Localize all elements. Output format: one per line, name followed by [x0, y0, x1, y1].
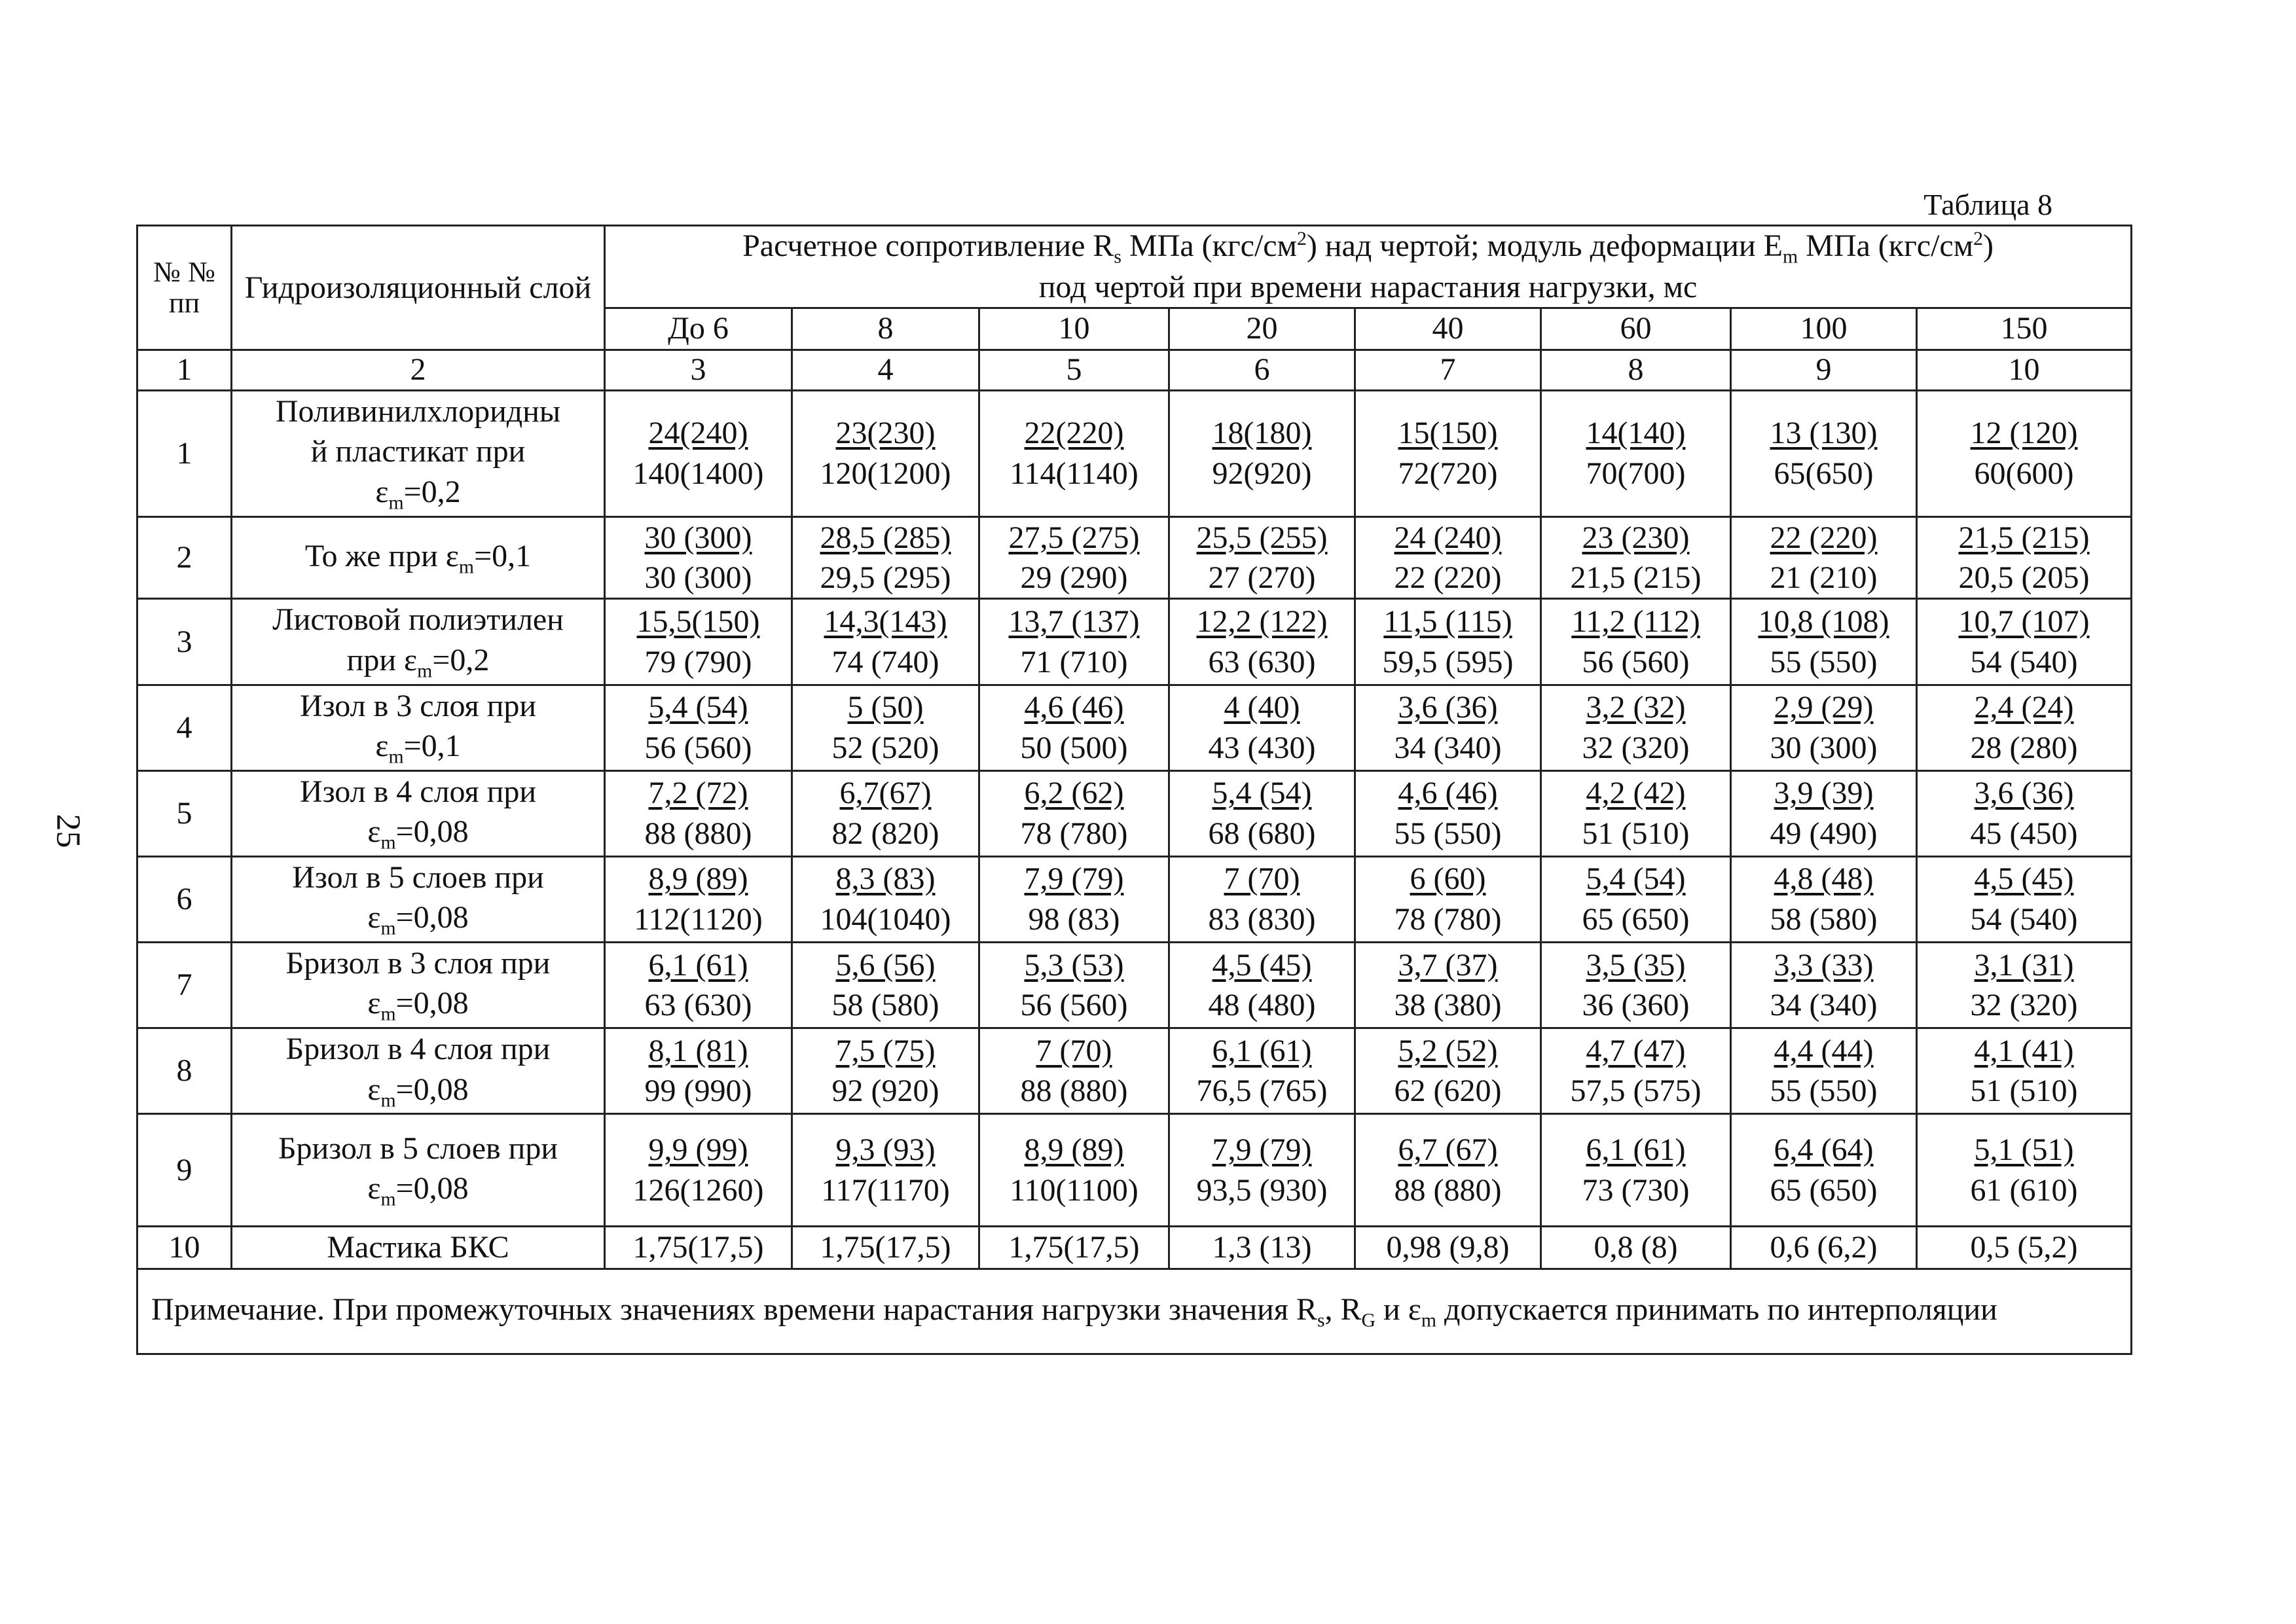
value-cell [1731, 856, 1917, 942]
resistance-value: 13 (130) [1770, 416, 1878, 451]
value-cell [1355, 391, 1541, 517]
modulus-value: 55 (550) [1394, 816, 1502, 851]
value-cell [792, 391, 979, 517]
resistance-value: 14,3(143) [824, 604, 947, 640]
modulus-value: 34 (340) [1394, 730, 1502, 765]
resistance-value: 10,7 (107) [1958, 604, 2090, 640]
resistance-value: 7,9 (79) [1024, 861, 1124, 897]
value-cell [1731, 599, 1917, 685]
modulus-value: 52 (520) [831, 730, 939, 765]
value-cell [979, 599, 1169, 685]
resistance-value: 9,9 (99) [648, 1132, 748, 1168]
resistance-value: 3,1 (31) [1974, 947, 2074, 983]
row-number: 9 [137, 1114, 232, 1227]
resistance-value: 9,3 (93) [835, 1132, 936, 1168]
table-row [137, 391, 2132, 517]
resistance-value: 5,4 (54) [1586, 861, 1686, 897]
resistance-value: 5,6 (56) [835, 947, 936, 983]
resistance-value: 23 (230) [1582, 520, 1690, 555]
modulus-value: 58 (580) [831, 988, 939, 1022]
row-number: 5 [137, 770, 232, 856]
value-cell [1355, 685, 1541, 770]
resistance-value: 11,2 (112) [1571, 604, 1700, 640]
modulus-value: 72(720) [1398, 456, 1498, 491]
value-cell [1917, 1114, 2132, 1227]
resistance-value: 22 (220) [1770, 520, 1878, 555]
resistance-value: 5,3 (53) [1024, 947, 1124, 983]
resistance-value: 23(230) [835, 416, 936, 451]
resistance-value: 7,9 (79) [1212, 1132, 1312, 1168]
modulus-value: 117(1170) [821, 1172, 950, 1208]
value-cell [1169, 856, 1355, 942]
modulus-value: 55 (550) [1770, 644, 1878, 679]
data-table [136, 225, 2132, 1355]
resistance-value: 25,5 (255) [1196, 520, 1328, 555]
modulus-value: 49 (490) [1770, 816, 1878, 851]
value-cell [1541, 1028, 1731, 1114]
single-value: 0,98 (9,8) [1386, 1230, 1510, 1265]
resistance-value: 4,6 (46) [1024, 690, 1124, 725]
modulus-value: 98 (83) [1028, 901, 1120, 937]
modulus-value: 76,5 (765) [1196, 1074, 1328, 1109]
resistance-value: 4,5 (45) [1212, 947, 1312, 983]
value-cell [1169, 516, 1355, 599]
value-cell [605, 685, 792, 770]
resistance-value: 5,1 (51) [1974, 1132, 2074, 1168]
resistance-value: 6,7 (67) [1398, 1132, 1498, 1168]
header-time-column: 20 [1169, 308, 1355, 350]
modulus-value: 48 (480) [1208, 988, 1316, 1022]
resistance-value: 21,5 (215) [1958, 520, 2090, 555]
column-number: 8 [1541, 350, 1731, 391]
resistance-value: 22(220) [1024, 416, 1124, 451]
value-cell [792, 685, 979, 770]
column-number: 5 [979, 350, 1169, 391]
value-cell [1917, 856, 2132, 942]
value-cell [1541, 1114, 1731, 1227]
resistance-value: 6,1 (61) [1586, 1132, 1686, 1168]
single-value: 1,75(17,5) [1008, 1230, 1140, 1265]
modulus-value: 32 (320) [1970, 988, 2078, 1022]
modulus-value: 140(1400) [632, 456, 764, 491]
resistance-value: 8,9 (89) [648, 861, 748, 897]
header-group-title: Расчетное сопротивление $R_s$ МПа $(кгс/см^2)$ над чертой; модуль деформации $E_m$ МПа $(кгс/см^2)$ под чертой при времени нарастания нагрузки, мс [605, 226, 2132, 308]
single-value: 0,5 (5,2) [1970, 1230, 2078, 1265]
modulus-value: 74 (740) [831, 644, 939, 679]
resistance-value: 11,5 (115) [1383, 604, 1512, 640]
row-number: 4 [137, 685, 232, 770]
table-row [137, 1028, 2132, 1114]
layer-name: Бризол в 4 слоя при $\varepsilon_m=0,08$ [232, 1028, 605, 1114]
table-row [137, 1114, 2132, 1227]
value-cell [1917, 1227, 2132, 1269]
resistance-value: 5 (50) [847, 690, 924, 725]
resistance-value: 4,5 (45) [1974, 861, 2074, 897]
modulus-value: 50 (500) [1020, 730, 1128, 765]
table-row [137, 516, 2132, 599]
resistance-value: 14(140) [1586, 416, 1686, 451]
modulus-value: 34 (340) [1770, 988, 1878, 1022]
modulus-value: 68 (680) [1208, 816, 1316, 851]
value-cell [979, 770, 1169, 856]
modulus-value: 65 (650) [1770, 1172, 1878, 1208]
value-cell [1731, 942, 1917, 1028]
table-row [137, 599, 2132, 685]
resistance-value: 2,9 (29) [1774, 690, 1874, 725]
layer-name: Изол в 5 слоев при $\varepsilon_m=0,08$ [232, 856, 605, 942]
column-number: 9 [1731, 350, 1917, 391]
resistance-value: 6,2 (62) [1024, 776, 1124, 811]
table-row [137, 856, 2132, 942]
column-number: 7 [1355, 350, 1541, 391]
modulus-value: 21,5 (215) [1570, 560, 1702, 595]
header-time-column: 100 [1731, 308, 1917, 350]
value-cell [792, 1114, 979, 1227]
column-number: 1 [137, 350, 232, 391]
value-cell [792, 942, 979, 1028]
modulus-value: 99 (990) [644, 1074, 752, 1109]
value-cell [1731, 685, 1917, 770]
modulus-value: 56 (560) [644, 730, 752, 765]
column-number: 2 [232, 350, 605, 391]
modulus-value: 78 (780) [1020, 816, 1128, 851]
value-cell [1731, 1114, 1917, 1227]
resistance-value: 10,8 (108) [1758, 604, 1889, 640]
header-time-column: 8 [792, 308, 979, 350]
modulus-value: 73 (730) [1582, 1172, 1690, 1208]
value-cell [792, 599, 979, 685]
modulus-value: 51 (510) [1970, 1074, 2078, 1109]
value-cell [605, 1028, 792, 1114]
value-cell [1355, 599, 1541, 685]
value-cell [792, 856, 979, 942]
page-number: 25 [49, 814, 87, 848]
value-cell [605, 770, 792, 856]
header-num: № № пп [137, 226, 232, 350]
table-row [137, 1227, 2132, 1269]
resistance-value: 6 (60) [1410, 861, 1486, 897]
table-caption: Таблица 8 [1923, 188, 2052, 221]
resistance-value: 5,4 (54) [1212, 776, 1312, 811]
resistance-value: 8,9 (89) [1024, 1132, 1124, 1168]
resistance-value: 6,1 (61) [1212, 1033, 1312, 1068]
resistance-value: 8,3 (83) [835, 861, 936, 897]
resistance-value: 12 (120) [1970, 416, 2078, 451]
value-cell [1355, 770, 1541, 856]
modulus-value: 22 (220) [1394, 560, 1502, 595]
header-time-column: 60 [1541, 308, 1731, 350]
modulus-value: 71 (710) [1020, 644, 1128, 679]
value-cell [1355, 1028, 1541, 1114]
table-row [137, 942, 2132, 1028]
value-cell [605, 599, 792, 685]
value-cell [1731, 391, 1917, 517]
value-cell [1355, 1114, 1541, 1227]
header-time-column: 150 [1917, 308, 2132, 350]
value-cell [1541, 1227, 1731, 1269]
modulus-value: 88 (880) [1394, 1172, 1502, 1208]
resistance-value: 5,4 (54) [648, 690, 748, 725]
modulus-value: 88 (880) [644, 816, 752, 851]
value-cell [605, 1114, 792, 1227]
resistance-value: 4 (40) [1224, 690, 1300, 725]
resistance-value: 7 (70) [1036, 1033, 1112, 1068]
row-number: 1 [137, 391, 232, 517]
resistance-value: 3,3 (33) [1774, 947, 1874, 983]
value-cell [1169, 685, 1355, 770]
resistance-value: 8,1 (81) [648, 1033, 748, 1068]
value-cell [1541, 685, 1731, 770]
modulus-value: 92 (920) [831, 1074, 939, 1109]
resistance-value: 15,5(150) [636, 604, 760, 640]
modulus-value: 70(700) [1586, 456, 1686, 491]
value-cell [1917, 1028, 2132, 1114]
value-cell [1355, 856, 1541, 942]
resistance-value: 5,2 (52) [1398, 1033, 1498, 1068]
value-cell [979, 391, 1169, 517]
modulus-value: 56 (560) [1020, 988, 1128, 1022]
modulus-value: 126(1260) [632, 1172, 764, 1208]
column-number: 10 [1917, 350, 2132, 391]
resistance-value: 3,2 (32) [1586, 690, 1686, 725]
modulus-value: 62 (620) [1394, 1074, 1502, 1109]
resistance-value: 3,5 (35) [1586, 947, 1686, 983]
resistance-value: 4,4 (44) [1774, 1033, 1874, 1068]
value-cell [1541, 942, 1731, 1028]
resistance-value: 6,4 (64) [1774, 1132, 1874, 1168]
value-cell [979, 942, 1169, 1028]
modulus-value: 30 (300) [644, 560, 752, 595]
single-value: 1,3 (13) [1212, 1230, 1312, 1265]
table-note: Примечание. При промежуточных значениях времени нарастания нагрузки значения $R_s$, $R_G$ и $\varepsilon_m$ допускается принимать по интерполяции [137, 1269, 2132, 1354]
modulus-value: 104(1040) [820, 901, 951, 937]
value-cell [1731, 770, 1917, 856]
modulus-value: 93,5 (930) [1196, 1172, 1328, 1208]
resistance-value: 2,4 (24) [1974, 690, 2074, 725]
value-cell [1355, 516, 1541, 599]
value-cell [1917, 391, 2132, 517]
column-number: 3 [605, 350, 792, 391]
resistance-value: 3,7 (37) [1398, 947, 1498, 983]
resistance-value: 18(180) [1212, 416, 1312, 451]
value-cell [1731, 1227, 1917, 1269]
modulus-value: 112(1120) [634, 901, 763, 937]
modulus-value: 54 (540) [1970, 644, 2078, 679]
resistance-value: 7,5 (75) [835, 1033, 936, 1068]
resistance-value: 15(150) [1398, 416, 1498, 451]
modulus-value: 55 (550) [1770, 1074, 1878, 1109]
modulus-value: 29 (290) [1020, 560, 1128, 595]
resistance-value: 12,2 (122) [1196, 604, 1328, 640]
modulus-value: 110(1100) [1010, 1172, 1139, 1208]
modulus-value: 114(1140) [1010, 456, 1139, 491]
modulus-value: 27 (270) [1208, 560, 1316, 595]
modulus-value: 32 (320) [1582, 730, 1690, 765]
resistance-value: 7,2 (72) [648, 776, 748, 811]
header-time-column: 40 [1355, 308, 1541, 350]
value-cell [979, 1114, 1169, 1227]
value-cell [1355, 1227, 1541, 1269]
value-cell [1541, 770, 1731, 856]
resistance-value: 24(240) [648, 416, 748, 451]
layer-name: Бризол в 3 слоя при $\varepsilon_m=0,08$ [232, 942, 605, 1028]
resistance-value: 6,1 (61) [648, 947, 748, 983]
modulus-value: 43 (430) [1208, 730, 1316, 765]
resistance-value: 6,7(67) [839, 776, 932, 811]
single-value: 0,8 (8) [1594, 1230, 1678, 1265]
modulus-value: 20,5 (205) [1958, 560, 2090, 595]
value-cell [979, 1028, 1169, 1114]
row-number: 10 [137, 1227, 232, 1269]
value-cell [1541, 516, 1731, 599]
header-layer: Гидроизоляционный слой [232, 226, 605, 350]
value-cell [1541, 599, 1731, 685]
value-cell [1169, 942, 1355, 1028]
value-cell [979, 1227, 1169, 1269]
value-cell [1169, 1114, 1355, 1227]
value-cell [979, 685, 1169, 770]
modulus-value: 61 (610) [1970, 1172, 2078, 1208]
table-row [137, 685, 2132, 770]
value-cell [1917, 770, 2132, 856]
modulus-value: 79 (790) [644, 644, 752, 679]
resistance-value: 4,6 (46) [1398, 776, 1498, 811]
single-value: 0,6 (6,2) [1770, 1230, 1878, 1265]
modulus-value: 92(920) [1212, 456, 1312, 491]
row-number: 7 [137, 942, 232, 1028]
modulus-value: 65(650) [1774, 456, 1874, 491]
modulus-value: 21 (210) [1770, 560, 1878, 595]
modulus-value: 60(600) [1974, 456, 2074, 491]
value-cell [605, 391, 792, 517]
header-time-column: До 6 [605, 308, 792, 350]
modulus-value: 38 (380) [1394, 988, 1502, 1022]
column-number: 6 [1169, 350, 1355, 391]
value-cell [1355, 942, 1541, 1028]
value-cell [1169, 1028, 1355, 1114]
value-cell [1541, 391, 1731, 517]
resistance-value: 4,7 (47) [1586, 1033, 1686, 1068]
modulus-value: 54 (540) [1970, 901, 2078, 937]
resistance-value: 4,1 (41) [1974, 1033, 2074, 1068]
modulus-value: 63 (630) [644, 988, 752, 1022]
modulus-value: 82 (820) [831, 816, 939, 851]
resistance-value: 3,6 (36) [1974, 776, 2074, 811]
value-cell [1169, 1227, 1355, 1269]
resistance-value: 30 (300) [644, 520, 752, 555]
row-number: 8 [137, 1028, 232, 1114]
layer-name: Поливинилхлоридны й пластикат при $\varepsilon_m=0,2$ [232, 391, 605, 517]
modulus-value: 45 (450) [1970, 816, 2078, 851]
header-time-column: 10 [979, 308, 1169, 350]
modulus-value: 65 (650) [1582, 901, 1690, 937]
table-row [137, 770, 2132, 856]
modulus-value: 57,5 (575) [1570, 1074, 1702, 1109]
modulus-value: 36 (360) [1582, 988, 1690, 1022]
resistance-value: 13,7 (137) [1008, 604, 1140, 640]
modulus-value: 88 (880) [1020, 1074, 1128, 1109]
modulus-value: 58 (580) [1770, 901, 1878, 937]
resistance-value: 3,6 (36) [1398, 690, 1498, 725]
modulus-value: 78 (780) [1394, 901, 1502, 937]
value-cell [1169, 770, 1355, 856]
layer-name: Бризол в 5 слоев при $\varepsilon_m=0,08$ [232, 1114, 605, 1227]
modulus-value: 59,5 (595) [1382, 644, 1514, 679]
value-cell [979, 856, 1169, 942]
single-value: 1,75(17,5) [632, 1230, 764, 1265]
column-number: 4 [792, 350, 979, 391]
value-cell [792, 1028, 979, 1114]
resistance-value: 3,9 (39) [1774, 776, 1874, 811]
row-number: 6 [137, 856, 232, 942]
resistance-value: 4,2 (42) [1586, 776, 1686, 811]
value-cell [792, 770, 979, 856]
value-cell [605, 516, 792, 599]
resistance-value: 24 (240) [1394, 520, 1502, 555]
modulus-value: 51 (510) [1582, 816, 1690, 851]
value-cell [605, 1227, 792, 1269]
modulus-value: 83 (830) [1208, 901, 1316, 937]
value-cell [1917, 599, 2132, 685]
modulus-value: 56 (560) [1582, 644, 1690, 679]
value-cell [792, 1227, 979, 1269]
layer-name: То же при $\varepsilon_m=0,1$ [232, 516, 605, 599]
value-cell [1917, 516, 2132, 599]
value-cell [792, 516, 979, 599]
value-cell [979, 516, 1169, 599]
value-cell [1731, 516, 1917, 599]
layer-name: Изол в 3 слоя при $\varepsilon_m=0,1$ [232, 685, 605, 770]
value-cell [1917, 685, 2132, 770]
modulus-value: 120(1200) [820, 456, 951, 491]
modulus-value: 28 (280) [1970, 730, 2078, 765]
row-number: 2 [137, 516, 232, 599]
value-cell [1169, 391, 1355, 517]
layer-name: Мастика БКС [232, 1227, 605, 1269]
row-number: 3 [137, 599, 232, 685]
modulus-value: 63 (630) [1208, 644, 1316, 679]
layer-name: Листовой полиэтилен при $\varepsilon_m=0,2$ [232, 599, 605, 685]
modulus-value: 30 (300) [1770, 730, 1878, 765]
modulus-value: 29,5 (295) [820, 560, 951, 595]
value-cell [1917, 942, 2132, 1028]
single-value: 1,75(17,5) [820, 1230, 951, 1265]
resistance-value: 4,8 (48) [1774, 861, 1874, 897]
resistance-value: 27,5 (275) [1008, 520, 1140, 555]
value-cell [1541, 856, 1731, 942]
resistance-value: 7 (70) [1224, 861, 1300, 897]
resistance-value: 28,5 (285) [820, 520, 951, 555]
layer-name: Изол в 4 слоя при $\varepsilon_m=0,08$ [232, 770, 605, 856]
value-cell [605, 942, 792, 1028]
value-cell [605, 856, 792, 942]
value-cell [1731, 1028, 1917, 1114]
value-cell [1169, 599, 1355, 685]
